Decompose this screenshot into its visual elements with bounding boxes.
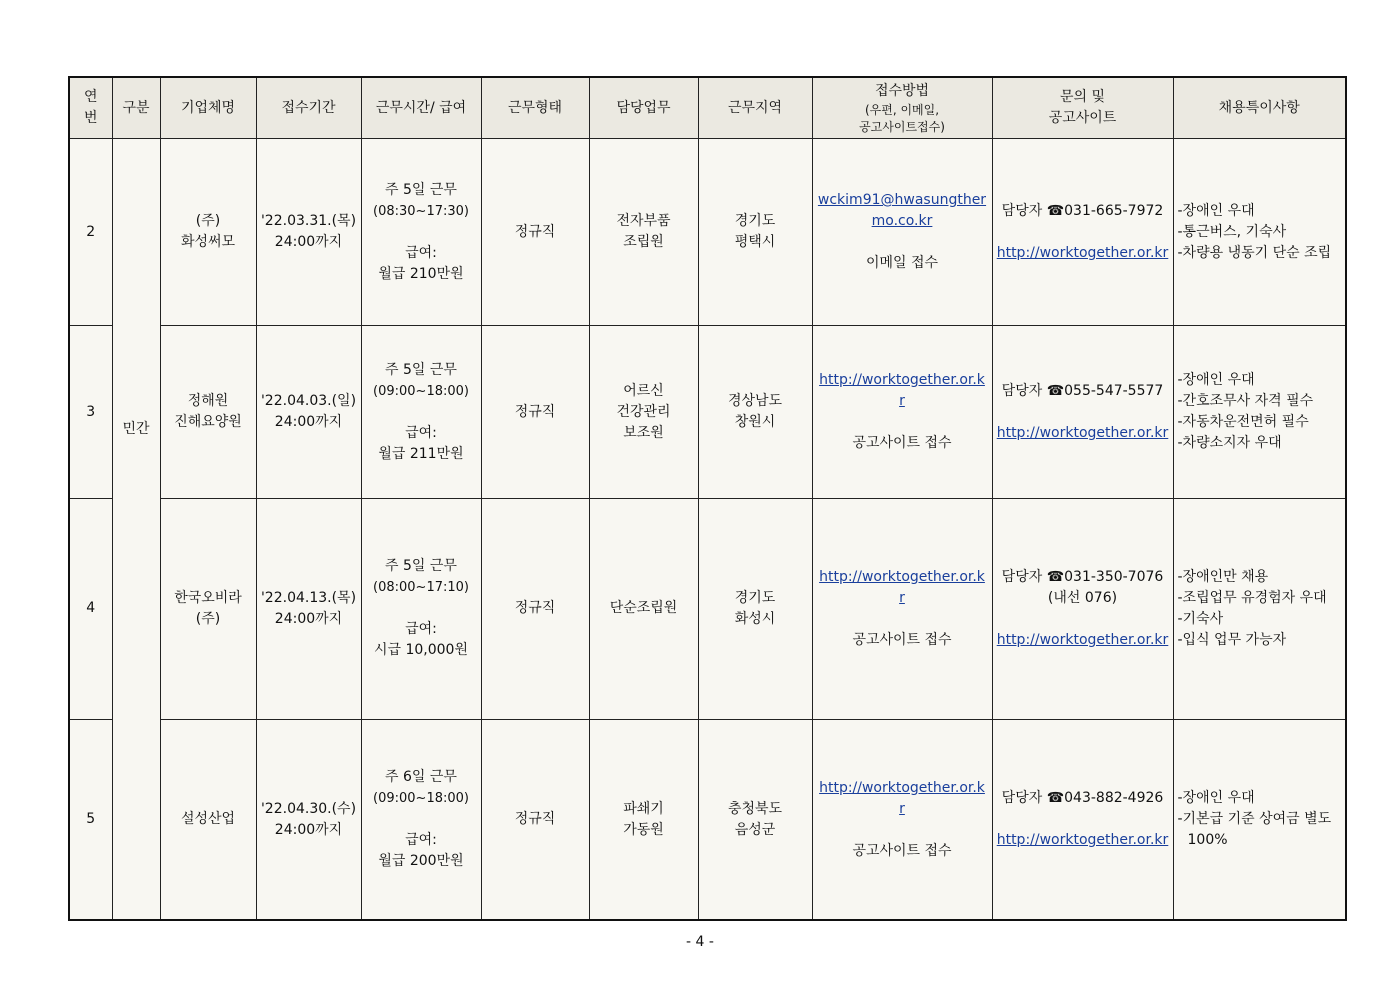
hours-pay (361, 139, 481, 326)
application-method (812, 720, 992, 920)
notes-list (1178, 370, 1342, 454)
note-item: -장애인만 채용 (1177, 568, 1269, 585)
job-listing-table (68, 76, 1347, 921)
hours-pay (361, 720, 481, 920)
employment-type: 정규직 (481, 498, 589, 719)
note-item: -자동차운전면허 필수 (1177, 414, 1309, 431)
table-row (69, 326, 1346, 498)
pay-label: 급여: (405, 244, 437, 261)
contact-link[interactable]: http://worktogether.or.kr (996, 244, 1169, 261)
row-number: 3 (69, 326, 112, 498)
contact-cell (992, 326, 1173, 498)
note-item: -간호조무사 자격 필수 (1177, 393, 1314, 410)
notes-list (1178, 567, 1342, 651)
note-item: -통근버스, 기숙사 (1177, 223, 1287, 240)
contact-phone: 담당자 ☎055-547-5577 (1001, 382, 1164, 399)
period-date: '22.04.30.(수) (260, 800, 357, 817)
note-item: -기본급 기준 상여금 별도 100% (1177, 811, 1332, 849)
work-region: 경기도 화성시 (698, 498, 812, 719)
method-text: 이메일 접수 (865, 255, 939, 272)
contact-phone: 담당자 ☎031-350-7076 (1001, 568, 1164, 585)
duty: 전자부품 조립원 (589, 139, 698, 326)
pay-value: 월급 210만원 (378, 265, 464, 282)
work-time: (08:00~17:10) (373, 580, 469, 596)
header-contact: 문의 및 공고사이트 (992, 77, 1173, 139)
method-text: 공고사이트 접수 (852, 631, 952, 648)
application-method (812, 498, 992, 719)
note-item: -입식 업무 가능자 (1177, 631, 1287, 648)
hiring-notes (1173, 720, 1346, 920)
notes-list (1178, 201, 1342, 264)
hiring-notes (1173, 326, 1346, 498)
note-item: -장애인 우대 (1177, 372, 1255, 389)
header-region: 근무지역 (698, 77, 812, 139)
pay-value: 월급 200만원 (378, 853, 464, 870)
employment-type: 정규직 (481, 720, 589, 920)
pay-value: 월급 211만원 (378, 445, 464, 462)
work-days: 주 6일 근무 (385, 769, 457, 786)
table-row (69, 139, 1346, 326)
pay-value: 시급 10,000원 (373, 642, 468, 659)
method-link[interactable]: http://worktogether.or.kr (819, 372, 985, 410)
duty: 파쇄기 가동원 (589, 720, 698, 920)
header-period: 접수기간 (256, 77, 361, 139)
application-period (256, 139, 361, 326)
company-name: 정해원 진해요양원 (160, 326, 256, 498)
header-type: 근무형태 (481, 77, 589, 139)
work-days: 주 5일 근무 (385, 181, 457, 198)
contact-phone: 담당자 ☎031-665-7972 (1001, 202, 1164, 219)
work-time: (08:30~17:30) (373, 203, 469, 219)
work-region: 경기도 평택시 (698, 139, 812, 326)
pay-label: 급여: (405, 832, 437, 849)
page-number: - 4 - (686, 934, 714, 950)
row-number: 5 (69, 720, 112, 920)
header-method-title: 접수방법 (874, 82, 930, 99)
work-days: 주 5일 근무 (385, 361, 457, 378)
method-link[interactable]: http://worktogether.or.kr (819, 568, 985, 606)
contact-link[interactable]: http://worktogether.or.kr (996, 631, 1169, 648)
application-method (812, 326, 992, 498)
contact-cell (992, 498, 1173, 719)
note-item: -조립업무 유경험자 우대 (1177, 589, 1327, 606)
work-region: 경상남도 창원시 (698, 326, 812, 498)
header-method-sub: (우편, 이메일, 공고사이트접수) (859, 102, 945, 134)
note-item: -장애인 우대 (1177, 790, 1255, 807)
table-row (69, 720, 1346, 920)
period-date: '22.04.03.(일) (260, 393, 357, 410)
application-period (256, 498, 361, 719)
method-text: 공고사이트 접수 (852, 842, 952, 859)
contact-extension: (내선 076) (1047, 589, 1118, 606)
header-duty: 담당업무 (589, 77, 698, 139)
hiring-notes (1173, 498, 1346, 719)
row-number: 4 (69, 498, 112, 719)
table-row (69, 498, 1346, 719)
work-time: (09:00~18:00) (373, 383, 469, 399)
contact-cell (992, 720, 1173, 920)
contact-cell (992, 139, 1173, 326)
employment-type: 정규직 (481, 139, 589, 326)
company-name: 한국오비라 (주) (160, 498, 256, 719)
note-item: -차량용 냉동기 단순 조립 (1177, 244, 1332, 261)
note-item: -기숙사 (1177, 610, 1224, 627)
hiring-notes (1173, 139, 1346, 326)
row-number: 2 (69, 139, 112, 326)
pay-label: 급여: (405, 621, 437, 638)
period-date: '22.03.31.(목) (260, 213, 357, 230)
period-time: 24:00까지 (274, 414, 343, 431)
method-link[interactable]: wckim91@hwasungthermo.co.kr (817, 192, 987, 230)
period-time: 24:00까지 (274, 234, 343, 251)
header-hours-pay: 근무시간/ 급여 (361, 77, 481, 139)
work-region: 충청북도 음성군 (698, 720, 812, 920)
header-row (69, 77, 1346, 139)
note-item: -장애인 우대 (1177, 202, 1255, 219)
method-text: 공고사이트 접수 (852, 435, 952, 452)
company-name: 설성산업 (160, 720, 256, 920)
duty: 단순조립원 (589, 498, 698, 719)
work-days: 주 5일 근무 (385, 558, 457, 575)
contact-link[interactable]: http://worktogether.or.kr (996, 832, 1169, 849)
method-link[interactable]: http://worktogether.or.kr (819, 779, 985, 817)
period-time: 24:00까지 (274, 610, 343, 627)
header-method (812, 77, 992, 139)
hours-pay (361, 326, 481, 498)
category-label: 민간 (122, 420, 150, 437)
application-period (256, 720, 361, 920)
header-category: 구분 (112, 77, 160, 139)
note-item: -차량소지자 우대 (1177, 435, 1282, 452)
company-name: (주) 화성써모 (160, 139, 256, 326)
period-time: 24:00까지 (274, 821, 343, 838)
header-no: 연 번 (69, 77, 112, 139)
hours-pay (361, 498, 481, 719)
duty: 어르신 건강관리 보조원 (589, 326, 698, 498)
header-company: 기업체명 (160, 77, 256, 139)
application-method (812, 139, 992, 326)
category-cell (112, 139, 160, 921)
header-notes: 채용특이사항 (1173, 77, 1346, 139)
employment-type: 정규직 (481, 326, 589, 498)
period-date: '22.04.13.(목) (260, 589, 357, 606)
contact-phone: 담당자 ☎043-882-4926 (1001, 790, 1164, 807)
notes-list (1178, 788, 1342, 851)
pay-label: 급여: (405, 424, 437, 441)
work-time: (09:00~18:00) (373, 791, 469, 807)
contact-link[interactable]: http://worktogether.or.kr (996, 424, 1169, 441)
application-period (256, 326, 361, 498)
